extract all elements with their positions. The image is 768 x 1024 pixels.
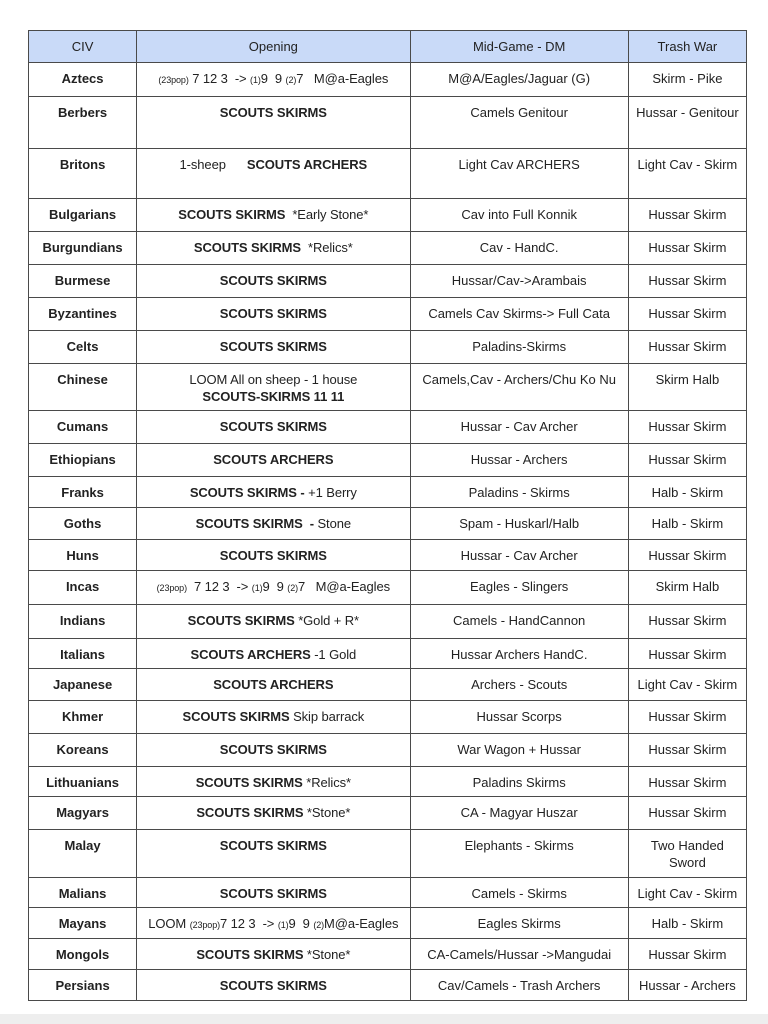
- opening-note: *Early Stone*: [285, 207, 369, 222]
- mid-game-cell: Paladins - Skirms: [410, 477, 628, 508]
- trash-war-cell: Hussar Skirm: [628, 331, 746, 364]
- opening-note: (1): [251, 583, 263, 593]
- opening-note: *Relics*: [300, 240, 353, 255]
- opening-strategy-bold: SCOUTS SKIRMS: [219, 339, 327, 354]
- opening-strategy-bold: SCOUTS SKIRMS: [219, 306, 327, 321]
- opening-strategy-bold: SCOUTS SKIRMS: [196, 947, 304, 962]
- opening-cell: [137, 540, 410, 571]
- civ-cell: Khmer: [29, 701, 137, 734]
- civ-cell: Chinese: [29, 364, 137, 411]
- trash-war-cell: Hussar Skirm: [628, 540, 746, 571]
- opening-note: +1 Berry: [304, 485, 357, 500]
- header-row: [29, 31, 747, 63]
- mid-game-cell: Camels Genitour: [410, 97, 628, 149]
- trash-war-cell: Hussar Skirm: [628, 734, 746, 767]
- table-row: [29, 97, 747, 149]
- trash-war-cell: Hussar Skirm: [628, 232, 746, 265]
- table-row: [29, 571, 747, 605]
- opening-cell: [137, 331, 410, 364]
- civ-cell: Britons: [29, 149, 137, 199]
- table-row: [29, 767, 747, 797]
- header-trash-war: Trash War: [628, 31, 746, 63]
- opening-cell: [137, 701, 410, 734]
- civ-cell: Huns: [29, 540, 137, 571]
- opening-note: *Relics*: [302, 775, 351, 790]
- table-row: [29, 444, 747, 477]
- mid-game-cell: Hussar - Archers: [410, 444, 628, 477]
- opening-cell: [137, 605, 410, 639]
- table-row: [29, 970, 747, 1001]
- table-row: [29, 540, 747, 571]
- opening-note: 7 M@a-Eagles: [298, 579, 390, 594]
- opening-note: 7 M@a-Eagles: [296, 71, 389, 86]
- table-row: [29, 939, 747, 970]
- opening-cell: [137, 908, 410, 939]
- opening-note: (2): [285, 75, 297, 85]
- opening-cell: [137, 970, 410, 1001]
- opening-note: 9 9: [262, 579, 288, 594]
- table-row: [29, 605, 747, 639]
- table-row: [29, 477, 747, 508]
- trash-war-cell: Light Cav - Skirm: [628, 669, 746, 701]
- opening-cell: [137, 444, 410, 477]
- opening-cell: [137, 878, 410, 908]
- opening-strategy-bold: SCOUTS SKIRMS: [219, 742, 327, 757]
- opening-cell: [137, 797, 410, 830]
- table-row: [29, 411, 747, 444]
- trash-war-cell: Hussar Skirm: [628, 701, 746, 734]
- trash-war-cell: Hussar - Genitour: [628, 97, 746, 149]
- table-body: [29, 63, 747, 1001]
- mid-game-cell: Archers - Scouts: [410, 669, 628, 701]
- opening-strategy-bold: SCOUTS SKIRMS -: [189, 485, 305, 500]
- opening-cell: [137, 265, 410, 298]
- mid-game-cell: Hussar/Cav->Arambais: [410, 265, 628, 298]
- opening-cell: [137, 571, 410, 605]
- opening-note: (23pop): [156, 583, 187, 593]
- mid-game-cell: Cav - HandC.: [410, 232, 628, 265]
- civ-cell: Magyars: [29, 797, 137, 830]
- mid-game-cell: Camels - Skirms: [410, 878, 628, 908]
- opening-note: -1 Gold: [310, 647, 357, 662]
- opening-note: (1): [277, 920, 289, 930]
- opening-strategy-bold: SCOUTS SKIRMS -: [195, 516, 314, 531]
- opening-strategy-bold: SCOUTS SKIRMS: [219, 419, 327, 434]
- civ-cell: Cumans: [29, 411, 137, 444]
- opening-strategy-bold: SCOUTS SKIRMS: [219, 978, 327, 993]
- opening-cell: [137, 63, 410, 97]
- table-row: [29, 908, 747, 939]
- trash-war-cell: Skirm - Pike: [628, 63, 746, 97]
- civ-cell: Byzantines: [29, 298, 137, 331]
- opening-strategy-bold: SCOUTS SKIRMS: [219, 273, 327, 288]
- opening-strategy-bold: SCOUTS ARCHERS: [213, 677, 334, 692]
- opening-note: 9 9: [288, 916, 314, 931]
- trash-war-cell: Hussar Skirm: [628, 199, 746, 232]
- table-row: [29, 199, 747, 232]
- mid-game-cell: Paladins-Skirms: [410, 331, 628, 364]
- opening-strategy-bold: SCOUTS ARCHERS: [213, 452, 334, 467]
- opening-cell: [137, 149, 410, 199]
- table-row: [29, 639, 747, 669]
- opening-strategy-bold: SCOUTS SKIRMS: [219, 105, 327, 120]
- mid-game-cell: Hussar Archers HandC.: [410, 639, 628, 669]
- civ-cell: Incas: [29, 571, 137, 605]
- table-row: [29, 298, 747, 331]
- opening-note: (23pop): [189, 920, 221, 930]
- opening-note: LOOM: [148, 916, 190, 931]
- mid-game-cell: Camels,Cav - Archers/Chu Ko Nu: [410, 364, 628, 411]
- civ-cell: Bulgarians: [29, 199, 137, 232]
- opening-strategy-bold: SCOUTS-SKIRMS 11 11: [202, 389, 345, 404]
- opening-note: (2): [313, 920, 325, 930]
- table-row: [29, 878, 747, 908]
- trash-war-cell: Hussar Skirm: [628, 797, 746, 830]
- trash-war-cell: Light Cav - Skirm: [628, 878, 746, 908]
- trash-war-cell: Hussar Skirm: [628, 265, 746, 298]
- opening-strategy-bold: SCOUTS SKIRMS: [195, 775, 303, 790]
- trash-war-cell: Hussar Skirm: [628, 298, 746, 331]
- opening-note: *Gold + R*: [294, 613, 359, 628]
- opening-note: 7 12 3 ->: [188, 71, 251, 86]
- opening-cell: [137, 97, 410, 149]
- opening-cell: [137, 508, 410, 540]
- trash-war-cell: Halb - Skirm: [628, 477, 746, 508]
- trash-war-cell: Light Cav - Skirm: [628, 149, 746, 199]
- opening-strategy-bold: SCOUTS SKIRMS: [219, 838, 327, 853]
- trash-war-cell: Hussar Skirm: [628, 639, 746, 669]
- civ-cell: Goths: [29, 508, 137, 540]
- mid-game-cell: Eagles Skirms: [410, 908, 628, 939]
- mid-game-cell: Cav into Full Konnik: [410, 199, 628, 232]
- opening-cell: [137, 298, 410, 331]
- civ-cell: Berbers: [29, 97, 137, 149]
- mid-game-cell: Hussar Scorps: [410, 701, 628, 734]
- opening-cell: [137, 477, 410, 508]
- opening-strategy-bold: SCOUTS SKIRMS: [219, 886, 327, 901]
- table-row: [29, 265, 747, 298]
- table-row: [29, 364, 747, 411]
- mid-game-cell: Hussar - Cav Archer: [410, 411, 628, 444]
- trash-war-cell: Hussar Skirm: [628, 605, 746, 639]
- civ-cell: Italians: [29, 639, 137, 669]
- civ-cell: Malay: [29, 830, 137, 878]
- civ-cell: Franks: [29, 477, 137, 508]
- opening-note: 1-sheep: [179, 157, 247, 172]
- opening-note: 7 12 3 ->: [186, 579, 252, 594]
- mid-game-cell: Cav/Camels - Trash Archers: [410, 970, 628, 1001]
- civ-strategy-table: [28, 30, 747, 1001]
- trash-war-cell: Skirm Halb: [628, 571, 746, 605]
- opening-cell: [137, 639, 410, 669]
- opening-note: (23pop): [158, 75, 189, 85]
- table-row: [29, 797, 747, 830]
- table-row: [29, 830, 747, 878]
- opening-strategy-bold: SCOUTS SKIRMS: [196, 805, 304, 820]
- trash-war-cell: Hussar - Archers: [628, 970, 746, 1001]
- trash-war-cell: Hussar Skirm: [628, 939, 746, 970]
- civ-cell: Koreans: [29, 734, 137, 767]
- opening-strategy-bold: SCOUTS SKIRMS: [182, 709, 290, 724]
- opening-cell: [137, 939, 410, 970]
- civ-cell: Persians: [29, 970, 137, 1001]
- mid-game-cell: Eagles - Slingers: [410, 571, 628, 605]
- opening-note: M@a-Eagles: [324, 916, 399, 931]
- opening-strategy-bold: SCOUTS ARCHERS: [246, 157, 368, 172]
- header-civ: CIV: [29, 31, 137, 63]
- opening-note: (1): [250, 75, 261, 85]
- opening-note: Skip barrack: [289, 709, 365, 724]
- opening-cell: [137, 232, 410, 265]
- opening-cell: [137, 411, 410, 444]
- table-row: [29, 149, 747, 199]
- civ-cell: Mayans: [29, 908, 137, 939]
- table-row: [29, 734, 747, 767]
- opening-note: Stone: [313, 516, 351, 531]
- table-row: [29, 701, 747, 734]
- mid-game-cell: CA-Camels/Hussar ->Mangudai: [410, 939, 628, 970]
- opening-cell: [137, 734, 410, 767]
- mid-game-cell: CA - Magyar Huszar: [410, 797, 628, 830]
- civ-cell: Celts: [29, 331, 137, 364]
- table-row: [29, 63, 747, 97]
- opening-cell: [137, 669, 410, 701]
- civ-cell: Japanese: [29, 669, 137, 701]
- opening-note: 9 9: [260, 71, 286, 86]
- opening-cell: [137, 199, 410, 232]
- page-bottom-strip: [0, 1014, 768, 1024]
- trash-war-cell: Two Handed Sword: [628, 830, 746, 878]
- opening-cell: [137, 767, 410, 797]
- opening-strategy-bold: SCOUTS SKIRMS: [187, 613, 295, 628]
- civ-cell: Lithuanians: [29, 767, 137, 797]
- opening-strategy-bold: SCOUTS SKIRMS: [178, 207, 286, 222]
- table-row: [29, 232, 747, 265]
- opening-cell: [137, 830, 410, 878]
- mid-game-cell: Spam - Huskarl/Halb: [410, 508, 628, 540]
- mid-game-cell: War Wagon + Hussar: [410, 734, 628, 767]
- civ-cell: Burmese: [29, 265, 137, 298]
- mid-game-cell: Light Cav ARCHERS: [410, 149, 628, 199]
- civ-cell: Burgundians: [29, 232, 137, 265]
- mid-game-cell: M@A/Eagles/Jaguar (G): [410, 63, 628, 97]
- mid-game-cell: Camels - HandCannon: [410, 605, 628, 639]
- table-row: [29, 669, 747, 701]
- table-row: [29, 508, 747, 540]
- opening-note: LOOM All on sheep - 1 house: [189, 372, 358, 387]
- header-opening: Opening: [137, 31, 410, 63]
- trash-war-cell: Halb - Skirm: [628, 508, 746, 540]
- trash-war-cell: Hussar Skirm: [628, 444, 746, 477]
- opening-note: 7 12 3 ->: [220, 916, 278, 931]
- trash-war-cell: Halb - Skirm: [628, 908, 746, 939]
- opening-cell: [137, 364, 410, 411]
- mid-game-cell: Elephants - Skirms: [410, 830, 628, 878]
- opening-note: *Stone*: [303, 805, 351, 820]
- trash-war-cell: Hussar Skirm: [628, 411, 746, 444]
- civ-cell: Ethiopians: [29, 444, 137, 477]
- opening-strategy-bold: SCOUTS SKIRMS: [193, 240, 301, 255]
- mid-game-cell: Camels Cav Skirms-> Full Cata: [410, 298, 628, 331]
- opening-note: (2): [287, 583, 298, 593]
- header-mid-game: Mid-Game - DM: [410, 31, 628, 63]
- trash-war-cell: Hussar Skirm: [628, 767, 746, 797]
- mid-game-cell: Hussar - Cav Archer: [410, 540, 628, 571]
- opening-strategy-bold: SCOUTS SKIRMS: [219, 548, 327, 563]
- trash-war-cell: Skirm Halb: [628, 364, 746, 411]
- civ-cell: Mongols: [29, 939, 137, 970]
- table-row: [29, 331, 747, 364]
- opening-note: *Stone*: [303, 947, 351, 962]
- civ-cell: Malians: [29, 878, 137, 908]
- civ-cell: Indians: [29, 605, 137, 639]
- civ-cell: Aztecs: [29, 63, 137, 97]
- mid-game-cell: Paladins Skirms: [410, 767, 628, 797]
- opening-strategy-bold: SCOUTS ARCHERS: [190, 647, 311, 662]
